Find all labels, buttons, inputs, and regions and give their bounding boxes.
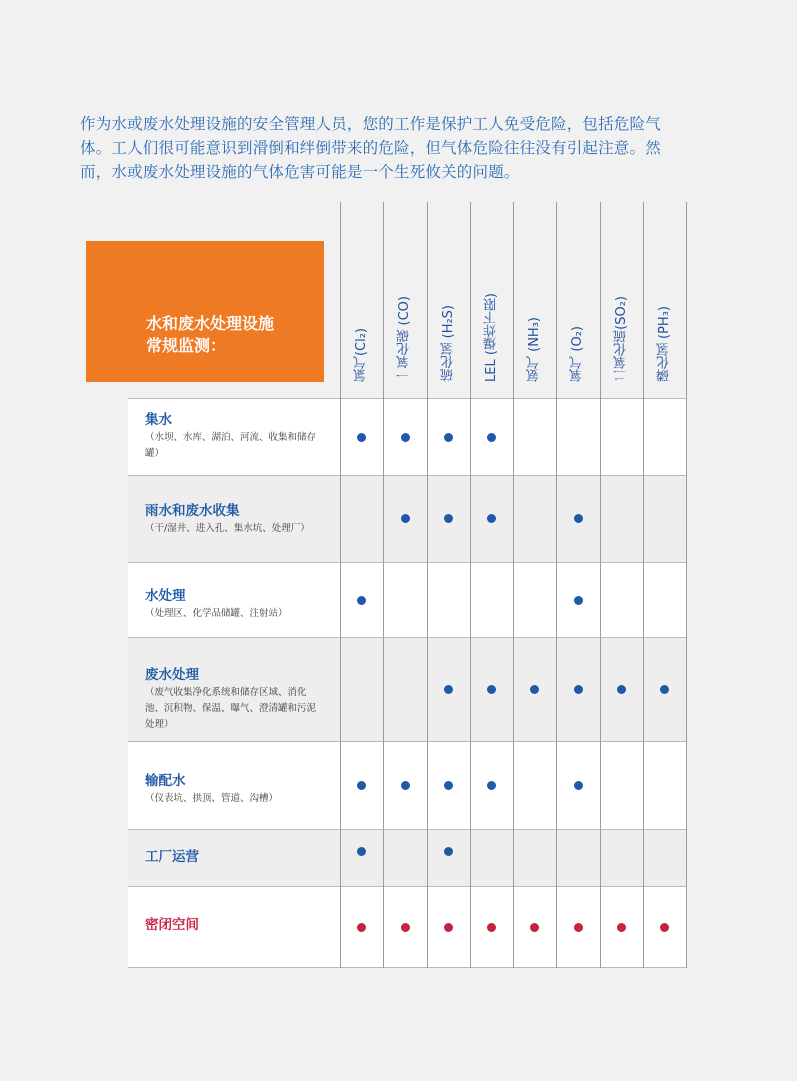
row-label (145, 502, 325, 537)
blue-dot-mark (617, 685, 626, 694)
column-header-label: 氧气 (O₂) (570, 326, 585, 382)
table-bottom-rule (128, 967, 686, 968)
row-title: 密闭空间 (145, 917, 199, 933)
blue-dot-mark (444, 433, 453, 442)
column-header (427, 202, 470, 398)
row-subtitle: （废气收集净化系统和储存区域、消化池、沉积物、保温、曝气、澄清罐和污泥处理） (145, 687, 317, 730)
row-title: 工厂运营 (145, 849, 199, 865)
blue-dot-mark (574, 781, 583, 790)
table-row (128, 562, 686, 637)
blue-dot-mark (401, 514, 410, 523)
red-dot-mark (617, 923, 626, 932)
red-dot-mark (660, 923, 669, 932)
blue-dot-mark (487, 514, 496, 523)
blue-dot-mark (487, 781, 496, 790)
table-row (128, 829, 686, 886)
row-title: 输配水 (145, 773, 186, 789)
column-header (383, 202, 427, 398)
blue-dot-mark (530, 685, 539, 694)
row-title: 雨水和废水收集 (145, 503, 240, 519)
red-dot-mark (574, 923, 583, 932)
row-label (145, 772, 325, 807)
column-header-label: 磷化氢 (PH₃) (657, 305, 672, 382)
blue-dot-mark (401, 781, 410, 790)
red-dot-mark (487, 923, 496, 932)
column-divider (686, 202, 687, 968)
blue-dot-mark (574, 685, 583, 694)
column-header-label: 氨气 (NH₃) (527, 317, 542, 382)
blue-dot-mark (487, 685, 496, 694)
blue-dot-mark (660, 685, 669, 694)
row-title: 废水处理 (145, 667, 199, 683)
row-label (145, 587, 325, 622)
row-label (145, 916, 325, 934)
red-dot-mark (357, 923, 366, 932)
row-title: 水处理 (145, 588, 186, 604)
blue-dot-mark (444, 685, 453, 694)
blue-dot-mark (444, 847, 453, 856)
column-header (513, 202, 556, 398)
column-header-label: 硫化氢 (H₂S) (441, 305, 456, 382)
blue-dot-mark (357, 596, 366, 605)
column-header-label: 氯气(Cl₂) (354, 327, 369, 382)
column-header (470, 202, 513, 398)
row-subtitle: （水坝、水库、湖泊、河流、收集和储存罐） (145, 432, 317, 459)
blue-dot-mark (487, 433, 496, 442)
blue-dot-mark (444, 514, 453, 523)
column-header-label: 一氧化碳 (CO) (397, 296, 412, 382)
blue-dot-mark (574, 514, 583, 523)
row-title: 集水 (145, 412, 172, 428)
column-header-label: 二氧化硫(SO₂) (614, 296, 629, 382)
row-label (145, 411, 325, 462)
header-line-2: 常规监测： (146, 336, 227, 355)
row-label (145, 666, 325, 733)
row-subtitle: （仪表坑、拱顶、管道、沟槽） (145, 793, 279, 804)
column-header (600, 202, 643, 398)
red-dot-mark (401, 923, 410, 932)
row-label (145, 848, 325, 866)
intro-paragraph: 作为水或废水处理设施的安全管理人员，您的工作是保护工人免受危险，包括危险气体。工人们很可能意识到滑倒和绊倒带来的危险，但气体危险往往没有引起注意。然而，水或废水处理设施的气体危害可能是一个生死攸关的问题。 (80, 115, 661, 181)
blue-dot-mark (574, 596, 583, 605)
column-header (340, 202, 383, 398)
column-header (556, 202, 600, 398)
header-line-1: 水和废水处理设施 (146, 314, 275, 333)
table-row (128, 637, 686, 741)
blue-dot-mark (357, 433, 366, 442)
blue-dot-mark (401, 433, 410, 442)
blue-dot-mark (444, 781, 453, 790)
column-header-label: LEL (爆炸下限) (484, 293, 499, 382)
blue-dot-mark (357, 847, 366, 856)
column-header (643, 202, 686, 398)
red-dot-mark (444, 923, 453, 932)
row-subtitle: （干/湿井、进入孔、集水坑、处理厂） (145, 523, 310, 534)
table-header-box (86, 241, 324, 382)
row-subtitle: （处理区、化学品储罐、注射站） (145, 608, 288, 619)
red-dot-mark (530, 923, 539, 932)
blue-dot-mark (357, 781, 366, 790)
